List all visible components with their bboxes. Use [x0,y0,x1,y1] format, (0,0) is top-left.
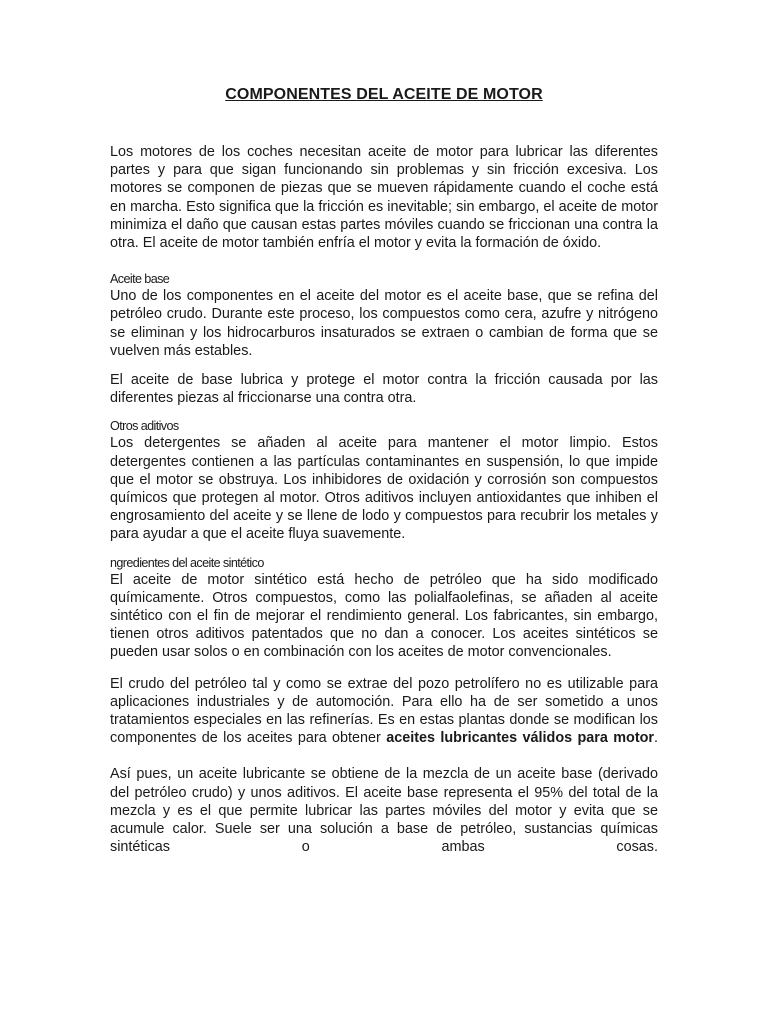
aceite-base-paragraph-2: El aceite de base lubrica y protege el motor contra la fricción causada por las diferentes piezas al friccionarse una contra otra. [110,372,658,407]
sintetico-paragraph-1: El aceite de motor sintético está hecho de petróleo que ha sido modificado químicamente. Otros compuestos, como las polialfaolefinas, se añaden al aceite sintético con el fin de mejorar el rendimiento general. Los fabricantes, sin embargo, tienen otros aditivos patentados que no dan a conocer. Los aceites sintéticos se pueden usar solos o en combinación con los aceites de motor convencionales. [110,571,658,661]
sintetico-paragraph-2-bold: aceites lubricantes válidos para motor [386,730,655,747]
aceite-base-paragraph-1: Uno de los componentes en el aceite del motor es el aceite base, que se refina del petróleo crudo. Durante este proceso, los compuestos como cera, azufre y nitrógeno se eliminan y los hidrocarburos insaturados se extraen o cambian de forma que se vuelven más estables. [110,288,658,359]
document-body [110,143,658,857]
spacer [110,662,658,675]
sintetico-paragraph-2-text: El crudo del petróleo tal y como se extrae del pozo petrolífero no es utilizable para aplicaciones industriales y de automoción. Para ello ha de ser sometido a unos tratamientos especiales en las refinerías. Es en estas plantas donde se modifican los componentes de los aceites para obtener [110,675,658,747]
section-heading-aceite-base: Aceite base [110,272,170,287]
spacer [110,544,658,556]
document-title: COMPONENTES DEL ACEITE DE MOTOR [225,86,543,103]
spacer [110,407,658,419]
sintetico-paragraph-2-end: . [654,730,659,747]
section-heading-otros-aditivos: Otros aditivos [110,419,179,434]
otros-aditivos-paragraph: Los detergentes se añaden al aceite para mantener el motor limpio. Estos detergentes contienen a las partículas contaminantes en suspensión, lo que impide que el motor se obstruya. Los inhibidores de oxidación y corrosión son compuestos químicos que protegen al motor. Otros aditivos incluyen antioxidantes que inhiben el engrosamiento del aceite y se llene de lodo y compuestos para recubrir los metales y para ayudar a que el aceite fluya suavemente. [110,435,658,543]
section-heading-ingredientes-sintetico: ngredientes del aceite sintético [110,555,264,570]
sintetico-paragraph-2 [110,675,658,748]
spacer [110,747,658,765]
spacer [110,360,658,371]
spacer [110,252,658,272]
sintetico-paragraph-3: Así pues, un aceite lubricante se obtiene de la mezcla de un aceite base (derivado del petróleo crudo) y unos aditivos. El aceite base representa el 95% del total de la mezcla y es el que permite lubricar las partes móviles del motor y evita que se acumule calor. Suele ser una solución a base de petróleo, sustancias químicas sintéticas o ambas cosas. [110,766,658,856]
intro-paragraph: Los motores de los coches necesitan aceite de motor para lubricar las diferentes partes y para que sigan funcionando sin problemas y sin fricción excesiva. Los motores se componen de piezas que se mueven rápidamente cuando el coche está en marcha. Esto significa que la fricción es inevitable; sin embargo, el aceite de motor minimiza el daño que causan estas partes móviles cuando se friccionan una contra la otra. El aceite de motor también enfría el motor y evita la formación de óxido. [110,144,658,252]
